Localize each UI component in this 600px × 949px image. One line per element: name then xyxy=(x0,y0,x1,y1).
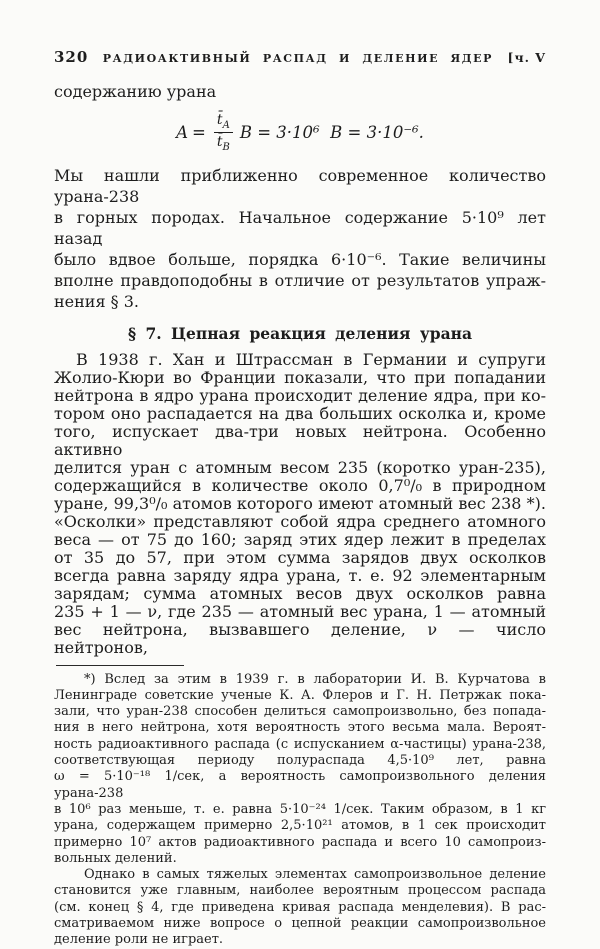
text-line: нейтрона в ядро урана происходит деление ядра, при ко- xyxy=(54,385,546,405)
text-line: того, испускает два-три новых нейтрона. Особенно активно xyxy=(54,421,546,459)
text-line: вполне правдоподобны в отличие от результатов упраж- xyxy=(54,270,546,290)
intro-paragraph xyxy=(54,165,546,312)
text-line: ния в него нейтрона, хотя вероятность этого весьма мала. Вероят- xyxy=(54,720,546,736)
text-line: деление роли не играет. xyxy=(54,932,224,948)
text-line: в горных породах. Начальное содержание 5·10⁹ лет назад xyxy=(54,207,546,248)
formula-rhs: B = 3·10⁶ B = 3·10⁻⁶. xyxy=(239,122,424,142)
text-line: содержащийся в количестве около 0,7⁰/₀ в природном xyxy=(54,475,546,495)
text-line: делится уран с атомным весом 235 (коротко уран-235), xyxy=(54,457,546,477)
text-line: становится уже главным, наиболее вероятным процессом распада xyxy=(54,883,546,899)
text-line: «Осколки» представляют собой ядра среднего атомного xyxy=(54,511,546,531)
text-line: ность радиоактивного распада (с испусканием α-частицы) урана-238, xyxy=(54,736,546,752)
text-line: 235 + 1 — ν, где 235 — атомный вес урана, 1 — атомный xyxy=(54,601,546,621)
text-line: веса — от 75 до 160; заряд этих ядер лежит в пределах xyxy=(54,529,546,549)
text-line: от 35 до 57, при этом сумма зарядов двух осколков xyxy=(54,547,546,567)
text-line: было вдвое больше, порядка 6·10⁻⁶. Такие величины xyxy=(54,249,546,269)
text-line: Жолио-Кюри во Франции показали, что при попадании xyxy=(54,367,546,387)
chapter-marker: [ч. V xyxy=(507,50,546,65)
text-line: Однако в самых тяжелых элементах самопроизвольное деление xyxy=(84,867,546,883)
text-line: урана, содержащем примерно 2,5·10²¹ атомов, в 1 сек происходит xyxy=(54,818,546,834)
text-line: вес нейтрона, вызвавшего деление, ν — число нейтронов, xyxy=(54,619,546,657)
text-line: уране, 99,3⁰/₀ атомов которого имеют атомный вес 238 *). xyxy=(54,493,546,513)
page-number: 320 xyxy=(54,48,89,66)
text-line: нения § 3. xyxy=(54,291,139,311)
footnote-first xyxy=(54,672,546,868)
text-line: сматриваемом ниже вопросе о цепной реакции самопроизвольное xyxy=(54,916,546,932)
text-line: В 1938 г. Хан и Штрассман в Германии и супруги xyxy=(76,349,546,369)
text-line: (см. конец § 4, где приведена кривая распада менделевия). В рас- xyxy=(54,899,546,915)
formula xyxy=(54,112,546,153)
text-line: вольных делений. xyxy=(54,850,177,866)
footnote-rule xyxy=(56,665,184,666)
text-line: в 10⁶ раз меньше, т. е. равна 5·10⁻²⁴ 1/сек. Таким образом, в 1 кг xyxy=(54,801,546,817)
fraction-numerator: $t̄_A$ xyxy=(214,112,233,133)
section-paragraph xyxy=(54,351,546,657)
lead-text: содержанию урана xyxy=(54,82,217,101)
text-line: Ленинграде советские ученые К. А. Флеров и Г. Н. Петржак пока- xyxy=(54,687,546,703)
section-heading: § 7. Цепная реакция деления урана xyxy=(127,323,473,343)
formula-fraction xyxy=(214,112,233,153)
text-line: Мы нашли приближенно современное количество урана-238 xyxy=(54,165,546,206)
running-title: РАДИОАКТИВНЫЙ РАСПАД И ДЕЛЕНИЕ ЯДЕР xyxy=(102,52,494,65)
text-line: *) Вслед за этим в 1939 г. в лаборатории И. В. Курчатова в xyxy=(84,671,546,687)
text-line: примерно 10⁷ актов радиоактивного распада и всего 10 самопроиз- xyxy=(54,834,546,850)
text-line: ω = 5·10⁻¹⁸ 1/сек, а вероятность самопроизвольного деления урана-238 xyxy=(54,769,546,801)
running-header xyxy=(54,48,546,66)
text-line: тором оно распадается на два больших осколка и, кроме xyxy=(54,403,546,423)
text-line: зарядам; сумма атомных весов двух осколков равна xyxy=(54,583,546,603)
equals-sign: = xyxy=(192,122,205,142)
fraction-denominator: $t̄_B$ xyxy=(216,133,230,153)
text-line: зали, что уран-238 способен делиться самопроизвольно, без попада- xyxy=(54,704,546,720)
footnote-second xyxy=(54,867,546,948)
formula-lhs: A xyxy=(176,122,189,142)
text-line: соответствующая периоду полураспада 4,5·10⁹ лет, равна xyxy=(54,753,546,769)
text-line: всегда равна заряду ядра урана, т. е. 92 элементарным xyxy=(54,565,546,585)
